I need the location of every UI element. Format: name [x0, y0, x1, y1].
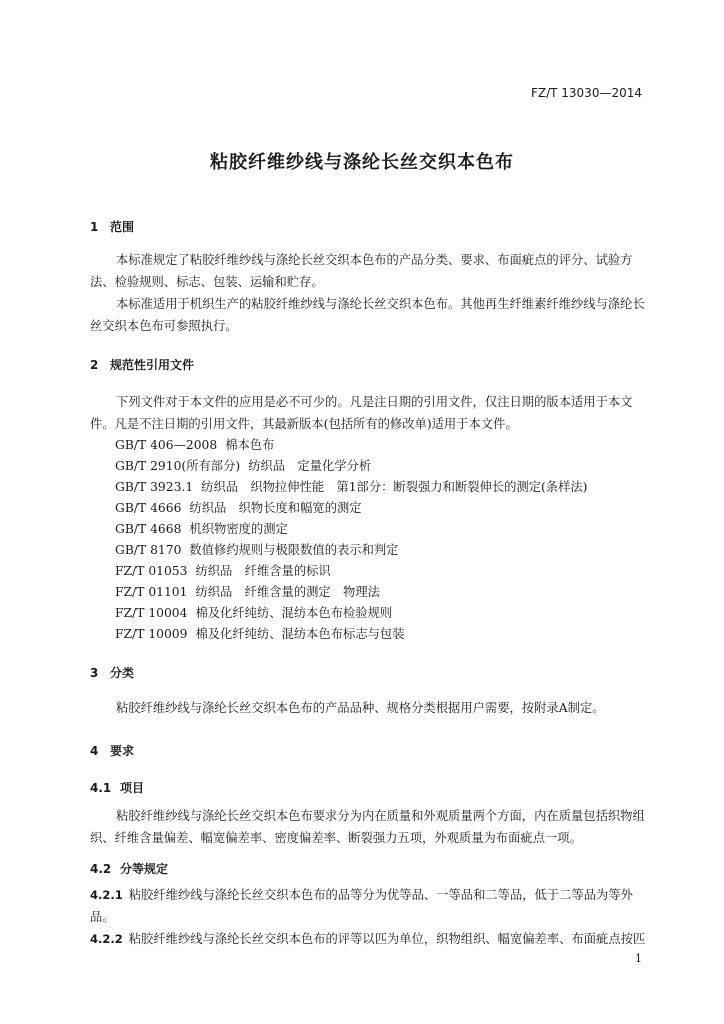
reference-item — [115, 603, 392, 621]
paragraph — [90, 697, 656, 719]
reference-title: 纺织品 织物长度和幅宽的测定 — [189, 501, 362, 515]
reference-title: 数值修约规则与极限数值的表示和判定 — [189, 543, 399, 557]
paragraph — [90, 391, 656, 435]
paragraph-text: 本标准适用于机织生产的粘胶纤维纱线与涤纶长丝交织本色布。其他再生纤维素纤维纱线与涤纶长丝交织本色布可参照执行。 — [90, 297, 645, 333]
reference-title: 棉及化纤纯纺、混纺本色布检验规则 — [195, 606, 393, 620]
reference-item — [115, 624, 405, 642]
section-title: 分类 — [110, 666, 135, 680]
paragraph-text: 粘胶纤维纱线与涤纶长丝交织本色布的产品品种、规格分类根据用户需要，按附录A制定。 — [116, 701, 605, 715]
reference-title: 纺织品 织物拉伸性能 第1部分：断裂强力和断裂伸长的测定(条样法) — [201, 480, 588, 494]
reference-item — [115, 582, 380, 600]
paragraph-text: 下列文件对于本文件的应用是必不可少的。凡是注日期的引用文件，仅注日期的版本适用于本文件。凡是不注日期的引用文件，其最新版本(包括所有的修改单)适用于本文件。 — [90, 395, 633, 431]
section-title: 要求 — [110, 744, 135, 758]
paragraph-text: 本标准规定了粘胶纤维纱线与涤纶长丝交织本色布的产品分类、要求、布面疵点的评分、试验方法、检验规则、标志、包装、运输和贮存。 — [90, 253, 633, 289]
reference-item — [115, 519, 288, 537]
section-number: 1 — [90, 220, 99, 234]
reference-code: GB/T 8170 — [115, 543, 182, 557]
reference-code: GB/T 2910(所有部分) — [115, 459, 241, 473]
reference-title: 棉本色布 — [225, 438, 275, 452]
reference-code: FZ/T 01101 — [115, 585, 188, 599]
standard-number: FZ/T 13030—2014 — [530, 86, 642, 100]
section-2-heading — [90, 356, 194, 373]
reference-code: FZ/T 10009 — [115, 627, 188, 641]
paragraph-text: 粘胶纤维纱线与涤纶长丝交织本色布要求分为内在质量和外观质量两个方面，内在质量包括织物组织、纤维含量偏差、幅宽偏差率、密度偏差率、断裂强力五项，外观质量为布面疵点一项。 — [90, 809, 645, 845]
clause-4-2-2 — [90, 928, 656, 950]
clause-4-2-1 — [90, 884, 656, 928]
reference-title: 纺织品 定量化学分析 — [248, 459, 372, 473]
section-number: 3 — [90, 666, 99, 680]
section-3-heading — [90, 664, 134, 681]
reference-item — [115, 498, 362, 516]
document-title: 粘胶纤维纱线与涤纶长丝交织本色布 — [210, 152, 514, 173]
reference-title: 机织物密度的测定 — [189, 522, 288, 536]
reference-code: GB/T 3923.1 — [115, 480, 194, 494]
clause-number: 4.2.1 — [90, 888, 123, 902]
paragraph — [90, 805, 656, 849]
paragraph — [90, 293, 656, 337]
reference-code: GB/T 4666 — [115, 501, 182, 515]
paragraph-text: 粘胶纤维纱线与涤纶长丝交织本色布的品等分为优等品、一等品和二等品，低于二等品为等外品。 — [90, 888, 633, 924]
reference-item — [115, 561, 331, 579]
section-number: 2 — [90, 358, 99, 372]
clause-number: 4.2.2 — [90, 932, 123, 946]
reference-item — [115, 435, 274, 453]
reference-title: 棉及化纤纯纺、混纺本色布标志与包装 — [195, 627, 405, 641]
reference-title: 纺织品 纤维含量的测定 物理法 — [195, 585, 380, 599]
reference-item — [115, 456, 371, 474]
section-number: 4.1 — [90, 781, 112, 795]
section-title: 项目 — [120, 781, 145, 795]
reference-item — [115, 540, 398, 558]
section-title: 分等规定 — [120, 862, 169, 876]
section-title: 范围 — [110, 220, 135, 234]
paragraph-text: 粘胶纤维纱线与涤纶长丝交织本色布的评等以匹为单位，织物组织、幅宽偏差率、布面疵点按匹 — [128, 932, 646, 946]
reference-code: GB/T 406—2008 — [115, 438, 218, 452]
reference-title: 纺织品 纤维含量的标识 — [195, 564, 331, 578]
subsection-4-2-heading — [90, 860, 168, 877]
section-number: 4.2 — [90, 862, 112, 876]
page-number: 1 — [635, 952, 642, 965]
reference-code: FZ/T 10004 — [115, 606, 188, 620]
section-title: 规范性引用文件 — [110, 358, 195, 372]
reference-code: FZ/T 01053 — [115, 564, 188, 578]
subsection-4-1-heading — [90, 779, 144, 796]
reference-item — [115, 477, 587, 495]
section-4-heading — [90, 742, 134, 759]
paragraph — [90, 249, 656, 293]
section-number: 4 — [90, 744, 99, 758]
reference-code: GB/T 4668 — [115, 522, 182, 536]
section-1-heading — [90, 218, 134, 235]
